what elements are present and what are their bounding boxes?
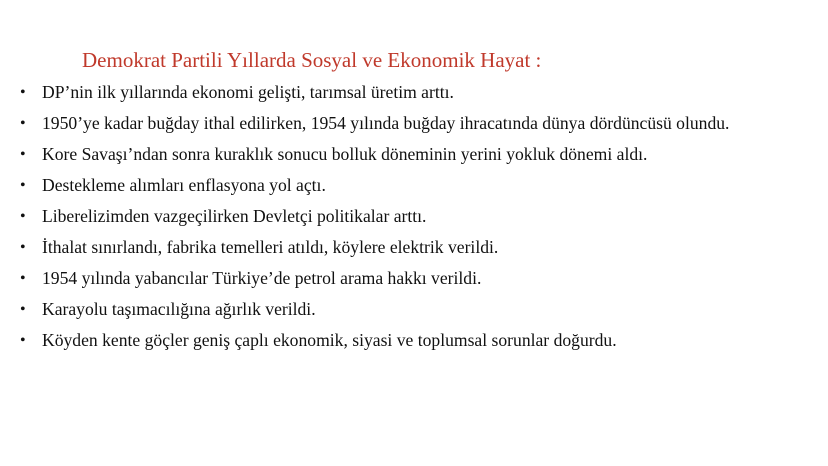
bullet-text: 1954 yılında yabancılar Türkiye’de petrol arama hakkı verildi. <box>42 268 482 288</box>
list-item <box>20 268 816 289</box>
bullet-text: DP’nin ilk yıllarında ekonomi gelişti, tarımsal üretim arttı. <box>42 82 454 102</box>
list-item <box>20 113 816 134</box>
bullet-icon: • <box>20 208 26 225</box>
bullet-text: 1950’ye kadar buğday ithal edilirken, 1954 yılında buğday ihracatında dünya dördüncüsü olundu. <box>42 113 730 133</box>
bullet-icon: • <box>20 239 26 256</box>
bullet-icon: • <box>20 115 26 132</box>
list-item <box>20 175 816 196</box>
list-item <box>20 144 816 165</box>
list-item <box>20 299 816 320</box>
bullet-icon: • <box>20 84 26 101</box>
bullet-icon: • <box>20 270 26 287</box>
bullet-text: Kore Savaşı’ndan sonra kuraklık sonucu bolluk döneminin yerini yokluk dönemi aldı. <box>42 144 648 164</box>
list-item <box>20 330 816 351</box>
bullet-text: Köyden kente göçler geniş çaplı ekonomik, siyasi ve toplumsal sorunlar doğurdu. <box>42 330 617 350</box>
bullet-icon: • <box>20 301 26 318</box>
bullet-text: Karayolu taşımacılığına ağırlık verildi. <box>42 299 316 319</box>
bullet-text: Liberelizimden vazgeçilirken Devletçi politikalar arttı. <box>42 206 427 226</box>
list-item <box>20 206 816 227</box>
slide-title: Demokrat Partili Yıllarda Sosyal ve Ekonomik Hayat : <box>82 48 542 72</box>
bullet-icon: • <box>20 332 26 349</box>
list-item <box>20 82 816 103</box>
bullet-icon: • <box>20 177 26 194</box>
bullet-text: Destekleme alımları enflasyona yol açtı. <box>42 175 326 195</box>
bullet-icon: • <box>20 146 26 163</box>
list-item <box>20 237 816 258</box>
bullet-text: İthalat sınırlandı, fabrika temelleri atıldı, köylere elektrik verildi. <box>42 237 499 257</box>
bullet-list <box>20 82 816 361</box>
